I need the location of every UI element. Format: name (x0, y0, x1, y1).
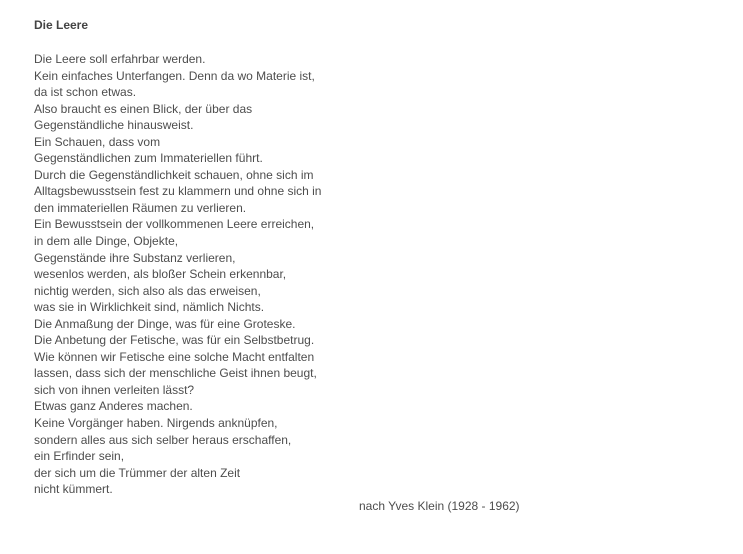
poem-line: Durch die Gegenständlichkeit schauen, ohne sich im (34, 167, 314, 182)
poem-line: Gegenständliche hinausweist. (34, 118, 194, 133)
poem-line: Ein Schauen, dass vom (34, 134, 161, 149)
attribution: nach Yves Klein (1928 - 1962) (359, 499, 520, 513)
poem-line: Alltagsbewusstsein fest zu klammern und ohne sich in (34, 184, 322, 199)
poem-line: nicht kümmert. (34, 482, 113, 497)
poem-line: Wie können wir Fetische eine solche Macht entfalten (34, 349, 315, 364)
poem-line: da ist schon etwas. (34, 85, 137, 100)
poem-line: Kein einfaches Unterfangen. Denn da wo Materie ist, (34, 68, 315, 83)
poem-line: Etwas ganz Anderes machen. (34, 399, 193, 414)
poem-line: Gegenständlichen zum Immateriellen führt. (34, 151, 263, 166)
poem-line: Ein Bewusstsein der vollkommenen Leere erreichen, (34, 217, 315, 232)
poem-line: der sich um die Trümmer der alten Zeit (34, 465, 241, 480)
poem-line: Keine Vorgänger haben. Nirgends anknüpfen, (34, 416, 278, 431)
poem-line: Gegenstände ihre Substanz verlieren, (34, 250, 236, 265)
poem-title: Die Leere (34, 18, 89, 32)
poem-line: den immateriellen Räumen zu verlieren. (34, 200, 247, 215)
poem-line: Die Anmaßung der Dinge, was für eine Groteske. (34, 316, 296, 331)
poem-line: Also braucht es einen Blick, der über das (34, 101, 253, 116)
poem-body (34, 51, 321, 498)
poem-line: in dem alle Dinge, Objekte, (34, 234, 179, 249)
poem-line: nichtig werden, sich also als das erweisen, (34, 283, 261, 298)
poem-line: Die Anbetung der Fetische, was für ein Selbstbetrug. (34, 333, 315, 348)
poem-line: wesenlos werden, als bloßer Schein erkennbar, (34, 267, 287, 282)
poem-line: ein Erfinder sein, (34, 449, 125, 464)
poem-line: sondern alles aus sich selber heraus erschaffen, (34, 432, 292, 447)
poem-line: lassen, dass sich der menschliche Geist ihnen beugt, (34, 366, 317, 381)
poem-line: sich von ihnen verleiten lässt? (34, 382, 195, 397)
poem-line: was sie in Wirklichkeit sind, nämlich Nichts. (34, 300, 265, 315)
poem-line: Die Leere soll erfahrbar werden. (34, 52, 206, 66)
